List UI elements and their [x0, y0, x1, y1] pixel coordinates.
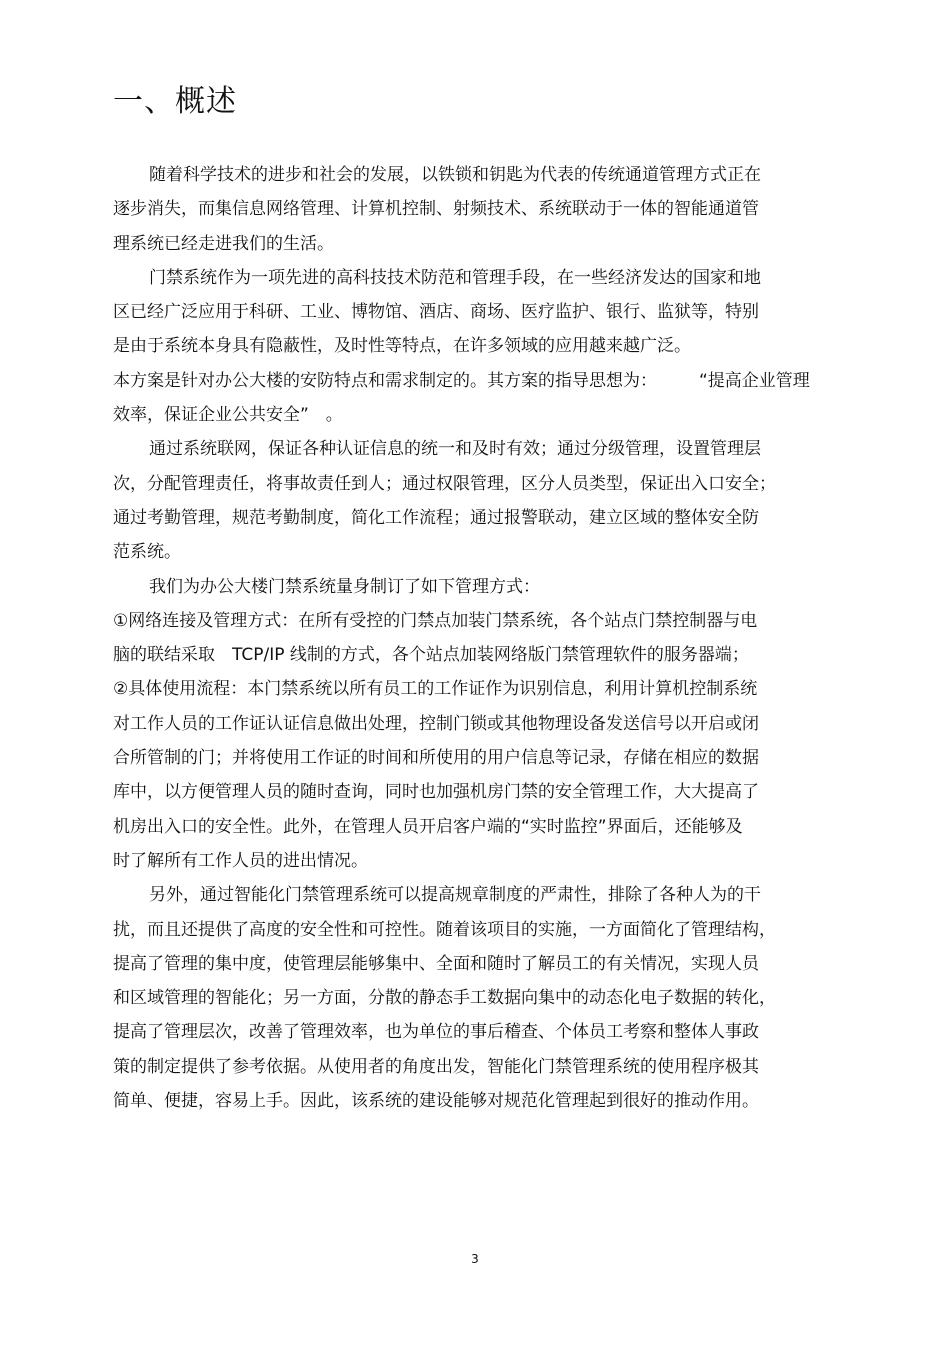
text-line: 次，分配管理责任，将事故责任到人；通过权限管理，区分人员类型，保证出入口安全；	[113, 473, 776, 494]
text-line: 范系统。	[113, 542, 181, 563]
text-line: 门禁系统作为一项先进的高科技技术防范和管理手段，在一些经济发达的国家和地	[149, 267, 761, 288]
page-number: 3	[471, 1252, 479, 1266]
text-line: 合所管制的门；并将使用工作证的时间和所使用的用户信息等记录，存储在相应的数据	[113, 748, 759, 769]
text-line: 是由于系统本身具有隐蔽性，及时性等特点，在许多领域的应用越来越广泛。	[113, 336, 691, 357]
text-line: 另外，通过智能化门禁管理系统可以提高规章制度的严肃性，排除了各种人为的干	[149, 885, 761, 906]
text-line: ①网络连接及管理方式：在所有受控的门禁点加装门禁系统，各个站点门禁控制器与电	[113, 610, 758, 631]
text-line: 时了解所有工作人员的进出情况。	[113, 850, 368, 871]
text-line: 库中，以方便管理人员的随时查询，同时也加强机房门禁的安全管理工作，大大提高了	[113, 782, 759, 803]
text-line: 理系统已经走进我们的生活。	[113, 233, 334, 254]
document-body	[113, 158, 843, 1118]
text-line: 提高了管理的集中度，使管理层能够集中、全面和随时了解员工的有关情况，实现人员	[113, 953, 759, 974]
text-segment: “提高企业管理	[699, 370, 810, 391]
text-line: ②具体使用流程：本门禁系统以所有员工的工作证作为识别信息，利用计算机控制系统	[113, 679, 758, 700]
text-line: 通过系统联网，保证各种认证信息的统一和及时有效；通过分级管理，设置管理层	[149, 439, 761, 460]
text-line	[113, 364, 843, 398]
text-line: 机房出入口的安全性。此外，在管理人员开启客户端的“实时监控”界面后，还能够及	[113, 816, 743, 837]
text-line: 通过考勤管理，规范考勤制度，简化工作流程；通过报警联动，建立区域的整体安全防	[113, 507, 759, 528]
text-line: 简单、便捷，容易上手。因此，该系统的建设能够对规范化管理起到很好的推动作用。	[113, 1091, 759, 1112]
text-line: 对工作人员的工作证认证信息做出处理，控制门锁或其他物理设备发送信号以开启或闭	[113, 713, 759, 734]
text-line: 脑的联结采取 TCP/IP 线制的方式，各个站点加装网络版门禁管理软件的服务器端；	[113, 645, 749, 666]
text-line: 随着科学技术的进步和社会的发展，以铁锁和钥匙为代表的传统通道管理方式正在	[149, 165, 761, 185]
text-line: 和区域管理的智能化；另一方面，分散的静态手工数据向集中的动态化电子数据的转化，	[113, 988, 776, 1009]
text-line: 逐步消失，而集信息网络管理、计算机控制、射频技术、系统联动于一体的智能通道管	[113, 199, 759, 220]
text-segment: 本方案是针对办公大楼的安防特点和需求制定的。其方案的指导思想为：	[113, 370, 657, 391]
section-heading: 一、概述	[113, 84, 237, 119]
text-line: 区已经广泛应用于科研、工业、博物馆、酒店、商场、医疗监护、银行、监狱等，特别	[113, 302, 759, 323]
text-line: 我们为办公大楼门禁系统量身制订了如下管理方式：	[149, 576, 540, 597]
text-line: 策的制定提供了参考依据。从使用者的角度出发，智能化门禁管理系统的使用程序极其	[113, 1056, 759, 1077]
text-line: 提高了管理层次，改善了管理效率，也为单位的事后稽查、个体员工考察和整体人事政	[113, 1022, 759, 1043]
text-line: 扰，而且还提供了高度的安全性和可控性。随着该项目的实施，一方面简化了管理结构，	[113, 919, 776, 940]
text-line: 效率，保证企业公共安全” 。	[113, 405, 343, 426]
